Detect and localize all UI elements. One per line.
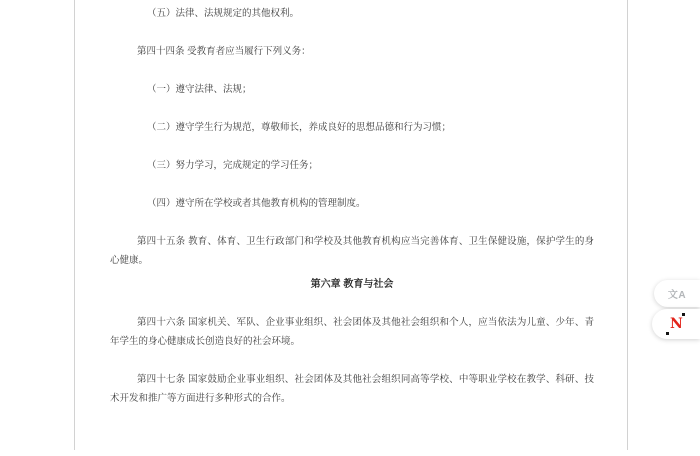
paragraph: （五）法律、法规规定的其他权利。 [147, 8, 300, 19]
paragraph: 第四十七条 国家鼓励企业事业组织、社会团体及其他社会组织同高等学校、中等职业学校在教学、科研、技术开发和推广等方面进行多种形式的合作。 [110, 374, 594, 404]
chapter-heading: 第六章 教育与社会 [310, 279, 394, 290]
note-capture-letter: N [670, 316, 683, 332]
document-content [75, 0, 627, 408]
note-capture-dot-bottom [666, 332, 669, 335]
paragraph: （一）遵守法律、法规； [147, 84, 252, 95]
note-capture-icon [666, 314, 686, 334]
paragraph: （四）遵守所在学校或者其他教育机构的管理制度。 [147, 198, 366, 209]
translate-button[interactable] [654, 280, 700, 307]
note-capture-dot-top [682, 313, 685, 316]
paragraph: 第四十四条 受教育者应当履行下列义务： [137, 46, 311, 57]
translate-icon: 文A [667, 290, 687, 301]
paragraph: 第四十六条 国家机关、军队、企业事业组织、社会团体及其他社会组织和个人，应当依法为儿童、少年、青年学生的身心健康成长创造良好的社会环境。 [110, 317, 594, 347]
paragraph: 第四十五条 教育、体育、卫生行政部门和学校及其他教育机构应当完善体育、卫生保健设施，保护学生的身心健康。 [110, 236, 594, 266]
paragraph: （三）努力学习，完成规定的学习任务； [147, 160, 319, 171]
document-page [74, 0, 628, 450]
note-capture-button[interactable] [652, 309, 700, 339]
paragraph: （二）遵守学生行为规范，尊敬师长，养成良好的思想品德和行为习惯； [147, 122, 452, 133]
